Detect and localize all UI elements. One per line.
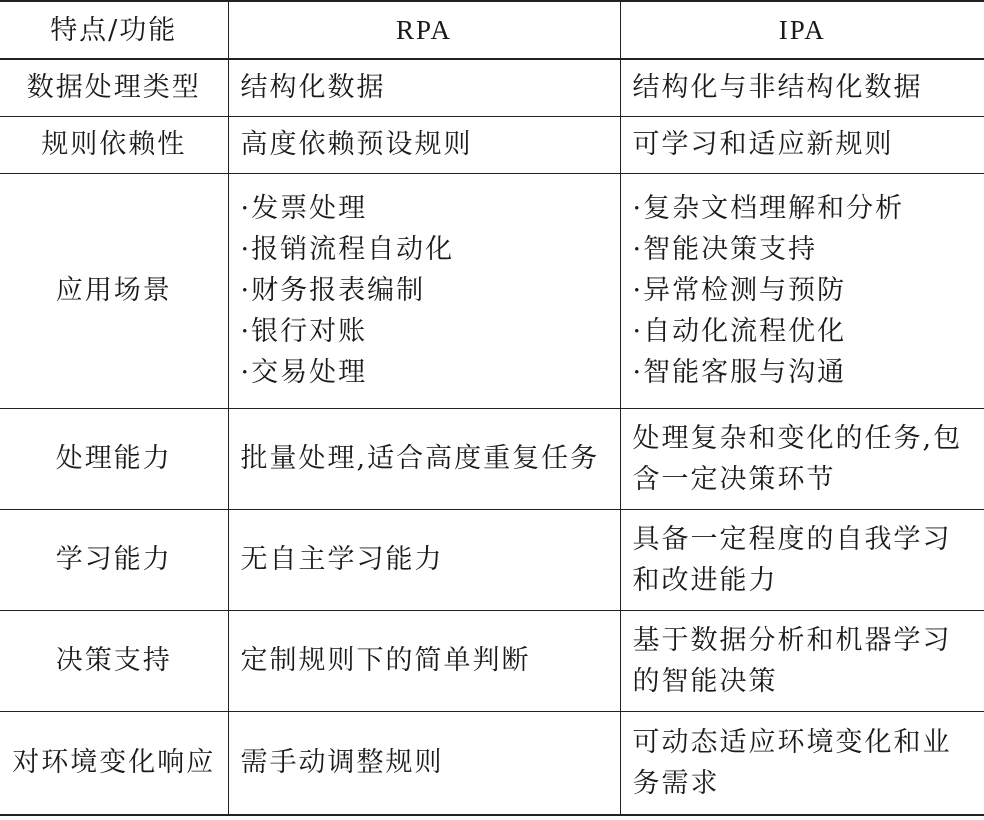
table-row	[0, 509, 984, 610]
list-item: ·财务报表编制	[240, 275, 426, 306]
table-row	[0, 711, 984, 815]
list-item: ·智能客服与沟通	[632, 357, 847, 388]
list-item: ·交易处理	[240, 357, 368, 388]
header-rpa: RPA	[228, 1, 620, 59]
feature-cell: 处理能力	[0, 408, 228, 509]
list-item: ·异常检测与预防	[632, 275, 847, 306]
table-header-row	[0, 1, 984, 59]
rpa-cell: 高度依赖预设规则	[228, 116, 620, 173]
ipa-cell: 基于数据分析和机器学习的智能决策	[620, 610, 984, 711]
list-item: ·复杂文档理解和分析	[632, 193, 905, 224]
feature-cell: 对环境变化响应	[0, 711, 228, 815]
rpa-cell: 结构化数据	[228, 59, 620, 116]
list-item: ·智能决策支持	[632, 234, 818, 265]
table-row	[0, 59, 984, 116]
ipa-cell: 可学习和适应新规则	[620, 116, 984, 173]
list-item: ·报销流程自动化	[240, 234, 455, 265]
feature-cell: 学习能力	[0, 509, 228, 610]
ipa-cell: 结构化与非结构化数据	[620, 59, 984, 116]
feature-cell: 规则依赖性	[0, 116, 228, 173]
list-item: ·银行对账	[240, 316, 368, 347]
feature-cell: 应用场景	[0, 173, 228, 408]
rpa-cell: 批量处理,适合高度重复任务	[228, 408, 620, 509]
ipa-cell: 处理复杂和变化的任务,包含一定决策环节	[620, 408, 984, 509]
feature-cell: 数据处理类型	[0, 59, 228, 116]
list-item: ·发票处理	[240, 193, 368, 224]
ipa-cell: 具备一定程度的自我学习和改进能力	[620, 509, 984, 610]
header-feature: 特点/功能	[0, 1, 228, 59]
rpa-cell: 定制规则下的简单判断	[228, 610, 620, 711]
table-row	[0, 408, 984, 509]
ipa-cell: 可动态适应环境变化和业务需求	[620, 711, 984, 815]
table-row	[0, 173, 984, 408]
header-ipa: IPA	[620, 1, 984, 59]
ipa-scenario-list	[633, 188, 973, 393]
rpa-cell	[228, 173, 620, 408]
list-item: ·自动化流程优化	[632, 316, 847, 347]
table-row	[0, 116, 984, 173]
rpa-cell: 无自主学习能力	[228, 509, 620, 610]
rpa-scenario-list	[241, 188, 608, 393]
ipa-cell	[620, 173, 984, 408]
table-row	[0, 610, 984, 711]
rpa-cell: 需手动调整规则	[228, 711, 620, 815]
feature-cell: 决策支持	[0, 610, 228, 711]
